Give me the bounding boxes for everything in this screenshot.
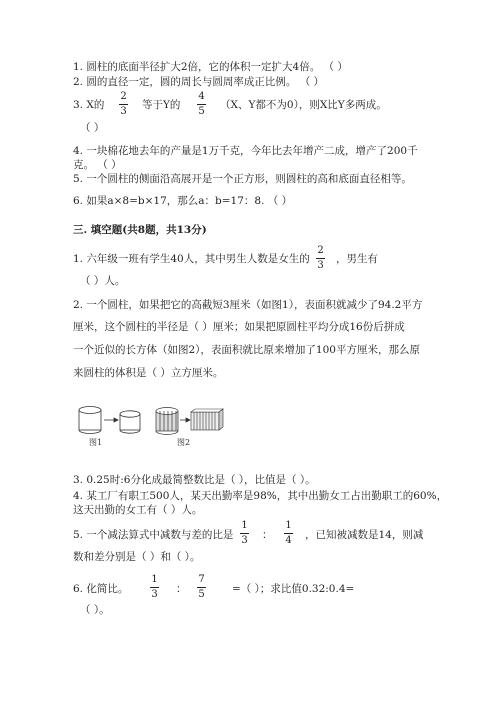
figure-1-label: 图1 <box>89 438 103 447</box>
judge-q3-post: （X、Y都不为0），则X比Y多两成。 <box>220 99 387 111</box>
fill-q5-pre: 5. 一个减法算式中减数与差的比是 <box>73 529 234 541</box>
fill-q4-line2: 这天出勤的女工有（ ）人。 <box>73 504 203 516</box>
judge-q3-mid: 等于Y的 <box>142 99 181 111</box>
fill-q1-post: ，男生有 <box>336 253 378 265</box>
denominator: 3 <box>120 106 127 117</box>
fill-q6-pre: 6. 化简比。 <box>73 583 129 595</box>
fill-q3: 3. 0.25时:6分化成最简整数比是（ ），比值是（ ）。 <box>73 474 316 486</box>
denominator: 5 <box>198 589 205 600</box>
judge-q3-answer: （ ） <box>80 122 105 134</box>
fill-q6-line2: （ ）。 <box>80 604 110 616</box>
denominator: 5 <box>198 106 205 117</box>
fill-q1-pre: 1. 六年级一班有学生40人，其中男生人数是女生的 <box>73 253 310 265</box>
fill-q2-line2: 厘米，这个圆柱的半径是（ ）厘米；如果把原圆柱平均分成16份后拼成 <box>73 321 405 333</box>
figure-1-arrow <box>104 418 118 422</box>
judge-q2: 2. 圆的直径一定，圆的周长与圆周率成正比例。 （ ） <box>73 76 325 88</box>
denominator: 4 <box>285 535 292 546</box>
denominator: 3 <box>241 535 248 546</box>
judge-q5: 5. 一个圆柱的侧面沿高展开是一个正方形，则圆柱的高和底面直径相等。 <box>73 173 412 185</box>
figure-2-arrow <box>180 418 190 422</box>
fill-q2-line4: 来圆柱的体积是（ ）立方厘米。 <box>73 367 224 379</box>
figure-2-label: 图2 <box>177 438 191 447</box>
fill-q5-fraction-2 <box>284 520 293 546</box>
judge-q3-pre: 3. X的 <box>73 99 105 111</box>
fill-q5-fraction-1 <box>240 520 249 546</box>
numerator: 1 <box>151 574 158 585</box>
fill-q5-colon: ： <box>262 529 273 541</box>
figure-2-cuboid <box>191 409 223 430</box>
fill-q1-line2: （ ）人。 <box>80 275 126 287</box>
judge-q3-fraction-2 <box>197 91 206 117</box>
numerator: 1 <box>241 520 248 531</box>
fill-q6-fraction-1 <box>150 574 159 600</box>
figure-1-cylinder <box>79 407 101 434</box>
figure-2-sliced-cylinder <box>156 408 178 435</box>
fill-q6-fraction-2 <box>197 574 206 600</box>
fill-q2-line1: 2. 一个圆柱，如果把它的高截短3厘米（如图1），表面积就减少了94.2平方 <box>73 299 423 311</box>
judge-q6: 6. 如果a×8=b×17，那么a：b=17：8. （ ） <box>73 195 293 207</box>
section-title: 三. 填空题(共8题，共13分) <box>73 224 207 236</box>
numerator: 4 <box>198 91 205 102</box>
fill-q4-line1: 4. 某工厂有职工500人，某天出勤率是98%，其中出勤女工占出勤职工的60%， <box>73 490 448 502</box>
numerator: 1 <box>285 520 292 531</box>
judge-q4-line1: 4. 一块棉花地去年的产量是1万千克，今年比去年增产二成，增产了200千 <box>73 145 418 157</box>
numerator: 2 <box>317 245 324 256</box>
denominator: 3 <box>317 260 324 271</box>
judge-q1: 1. 圆柱的底面半径扩大2倍，它的体积一定扩大4倍。 （ ） <box>73 61 348 73</box>
fill-q2-line3: 一个近似的长方体（如图2），表面积就比原来增加了100平方厘米，那么原 <box>73 344 420 356</box>
fill-q6-colon: ： <box>176 583 187 595</box>
judge-q3-fraction-1 <box>119 91 128 117</box>
figure-1-short-cylinder <box>120 411 140 433</box>
fill-q5-line2: 数和差分别是（ ）和（ ）。 <box>73 551 201 563</box>
numerator: 2 <box>120 91 127 102</box>
denominator: 3 <box>151 589 158 600</box>
fill-q1-fraction <box>316 245 325 271</box>
cylinder-figures <box>73 402 233 452</box>
judge-q4-line2: 克。 （ ） <box>73 159 122 171</box>
numerator: 7 <box>198 574 205 585</box>
fill-q5-post: ，已知被减数是14，则减 <box>305 529 424 541</box>
fill-q6-post: =（ ）；求比值0.32:0.4= <box>232 583 355 595</box>
